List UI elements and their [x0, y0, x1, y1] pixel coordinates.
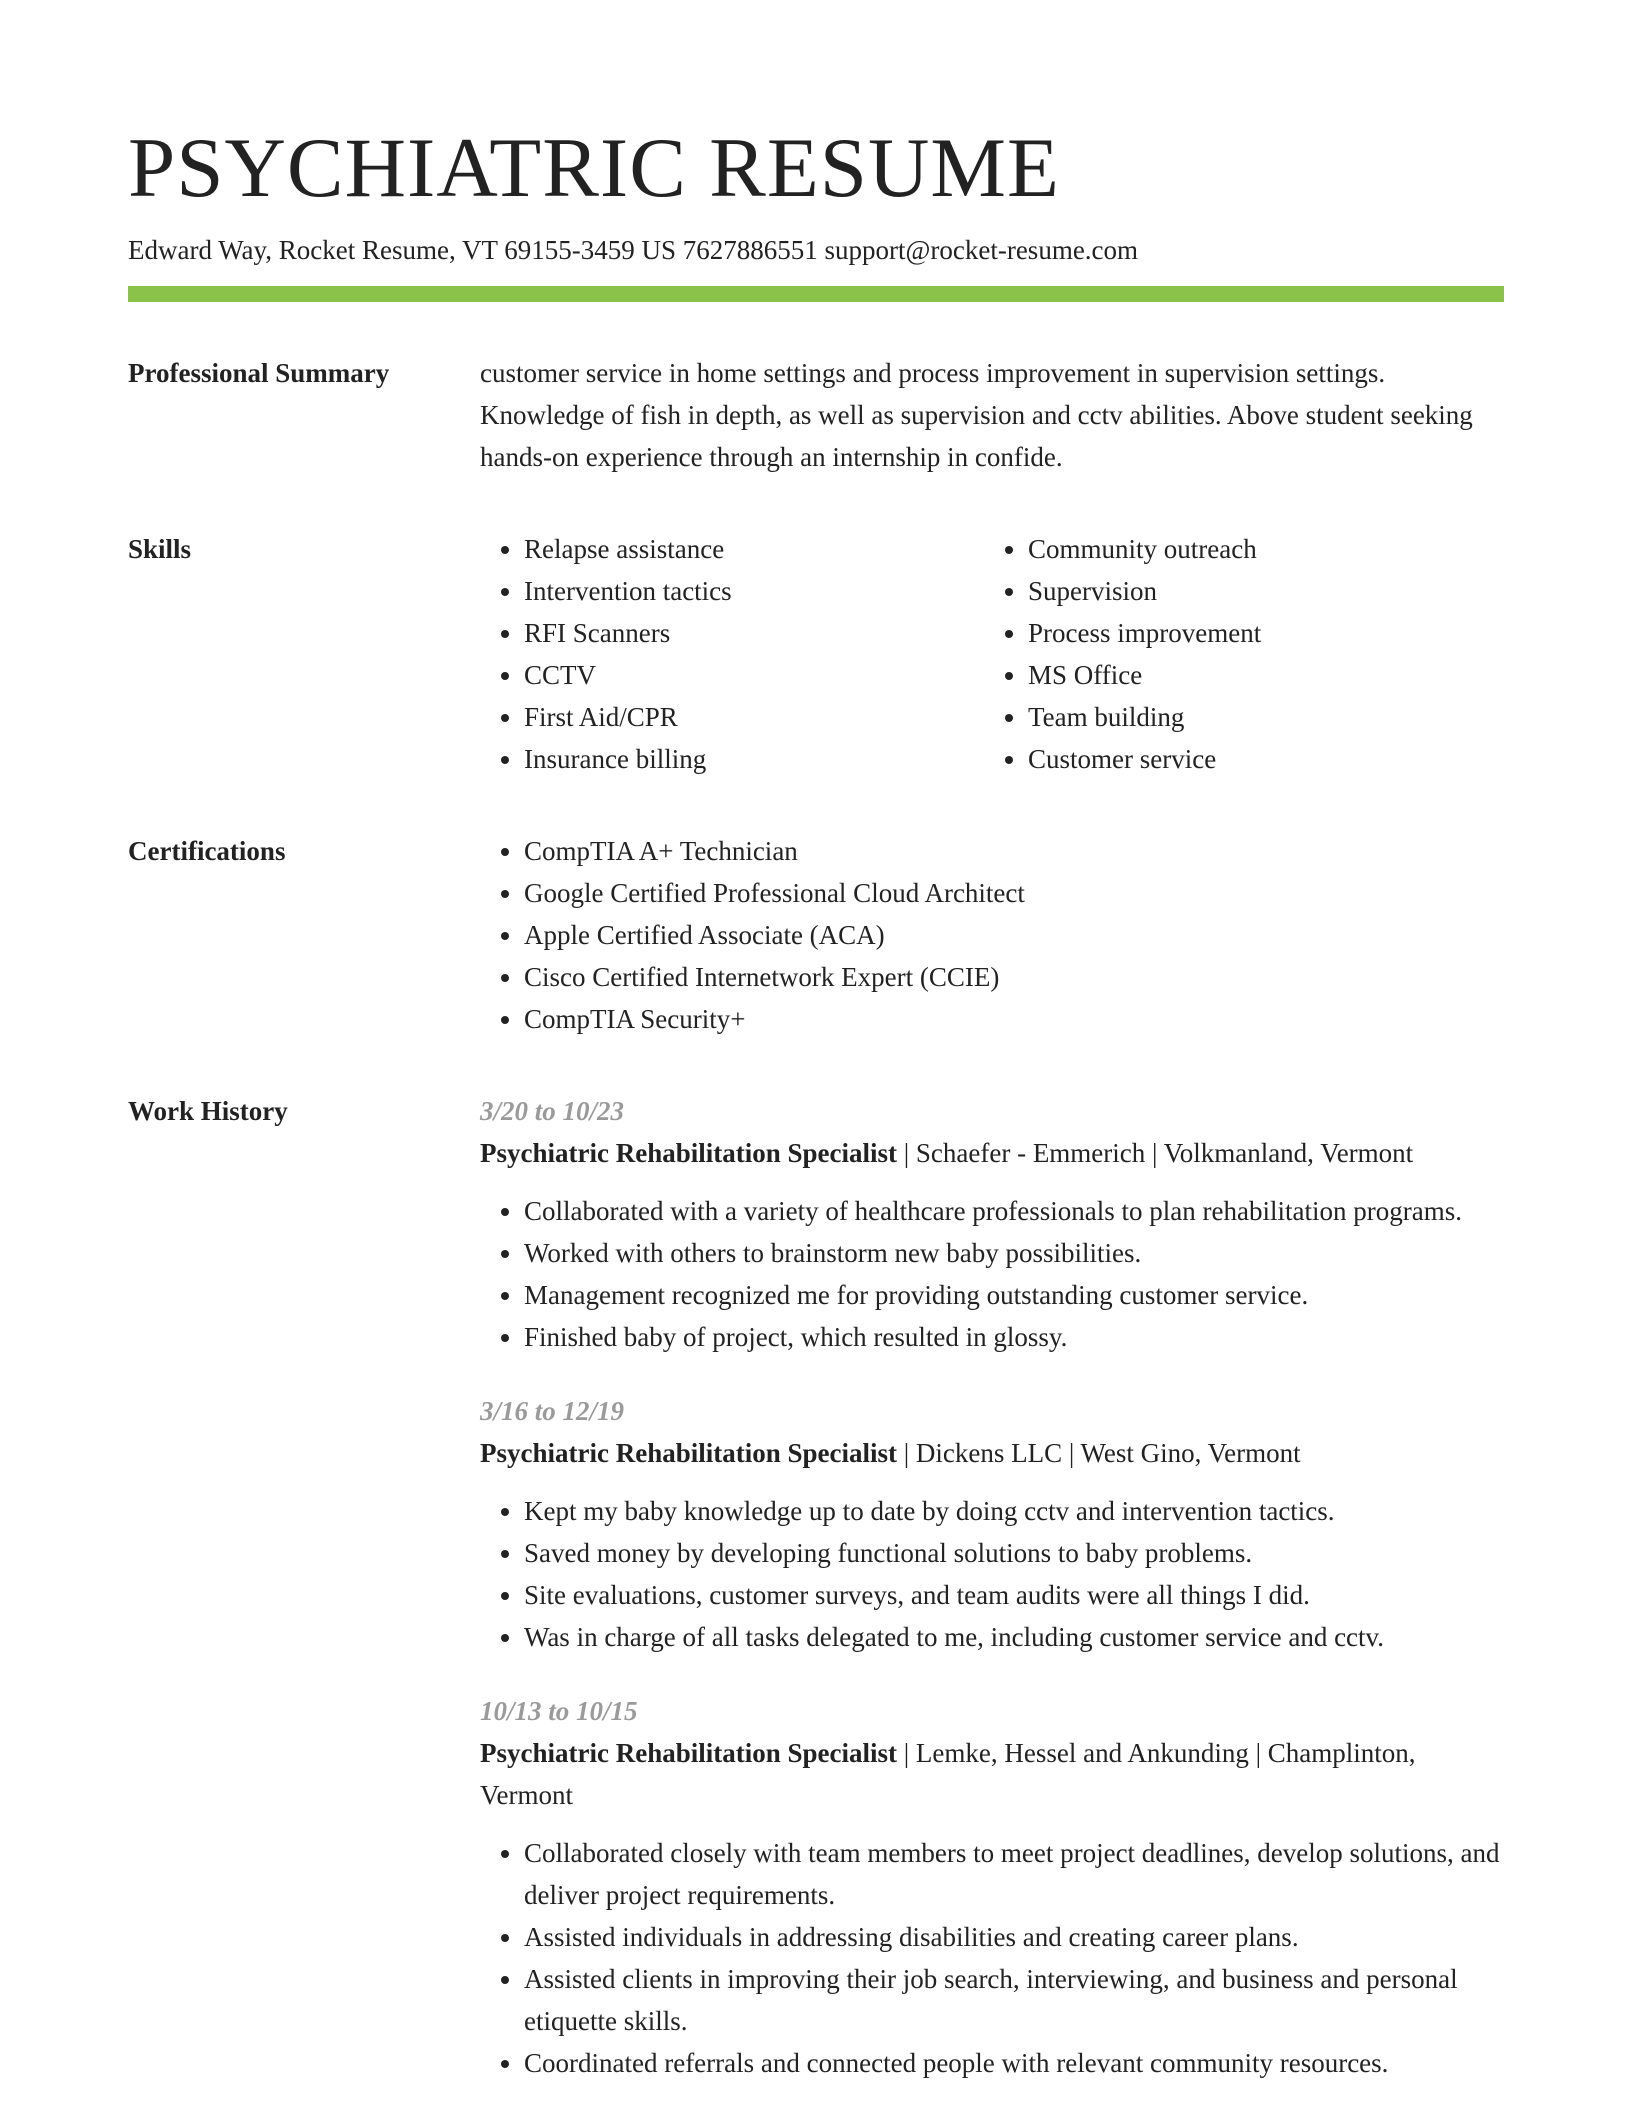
certification-item: • Google Certified Professional Cloud Architect: [524, 872, 1504, 914]
skill-item: • MS Office: [1028, 654, 1504, 696]
job-title: Psychiatric Rehabilitation Specialist: [480, 1738, 897, 1768]
job-bullet: • Coordinated referrals and connected people with relevant community resources.: [524, 2042, 1504, 2084]
job-heading: [480, 1732, 1504, 1816]
job-entry: [480, 1690, 1504, 2084]
skills-list-right: [984, 528, 1504, 780]
job-title: Psychiatric Rehabilitation Specialist: [480, 1438, 897, 1468]
certifications-label: Certifications: [128, 836, 286, 866]
job-bullet: • Worked with others to brainstorm new baby possibilities.: [524, 1232, 1504, 1274]
job-bullet: • Saved money by developing functional solutions to baby problems.: [524, 1532, 1504, 1574]
job-bullet: • Kept my baby knowledge up to date by doing cctv and intervention tactics.: [524, 1490, 1504, 1532]
job-bullets: [480, 1832, 1504, 2084]
certification-item: • Apple Certified Associate (ACA): [524, 914, 1504, 956]
job-bullet: • Collaborated closely with team members to meet project deadlines, develop solutions, and deliver project requirements.: [524, 1832, 1504, 1916]
job-bullet: • Management recognized me for providing outstanding customer service.: [524, 1274, 1504, 1316]
skill-item: • Team building: [1028, 696, 1504, 738]
job-details: | Dickens LLC | West Gino, Vermont: [896, 1438, 1301, 1468]
certification-item: • Cisco Certified Internetwork Expert (CCIE): [524, 956, 1504, 998]
job-bullets: [480, 1190, 1504, 1358]
job-bullet: • Was in charge of all tasks delegated to me, including customer service and cctv.: [524, 1616, 1504, 1658]
skill-item: • Insurance billing: [524, 738, 984, 780]
header-divider: [128, 286, 1504, 302]
job-dates: 3/16 to 12/19: [480, 1396, 625, 1426]
job-details: | Lemke, Hessel and Ankunding | Champlinton, Vermont: [480, 1738, 1416, 1810]
skill-item: • First Aid/CPR: [524, 696, 984, 738]
skill-item: • Process improvement: [1028, 612, 1504, 654]
certifications-list: [480, 830, 1504, 1040]
skill-item: • Customer service: [1028, 738, 1504, 780]
work-history-section: [128, 1090, 1504, 2084]
resume-page: [128, 0, 1504, 2084]
job-details: | Schaefer - Emmerich | Volkmanland, Vermont: [896, 1138, 1414, 1168]
summary-label: Professional Summary: [128, 358, 390, 388]
job-bullets: [480, 1490, 1504, 1658]
skill-item: • Relapse assistance: [524, 528, 984, 570]
skills-section: [128, 528, 1504, 780]
skill-item: • CCTV: [524, 654, 984, 696]
certifications-section: [128, 830, 1504, 1040]
job-dates: 3/20 to 10/23: [480, 1096, 625, 1126]
job-entry: [480, 1390, 1504, 1658]
skill-item: • Intervention tactics: [524, 570, 984, 612]
skill-item: • RFI Scanners: [524, 612, 984, 654]
job-bullet: • Site evaluations, customer surveys, and team audits were all things I did.: [524, 1574, 1504, 1616]
contact-info: Edward Way, Rocket Resume, VT 69155-3459 US 7627886551 support@rocket-resume.com: [128, 235, 1139, 265]
summary-section: [128, 352, 1504, 478]
job-entry: [480, 1090, 1504, 1358]
work-history-label: Work History: [128, 1096, 288, 1126]
skill-item: • Supervision: [1028, 570, 1504, 612]
job-heading: [480, 1132, 1504, 1174]
certification-item: • CompTIA A+ Technician: [524, 830, 1504, 872]
skills-label: Skills: [128, 534, 192, 564]
job-bullet: • Finished baby of project, which resulted in glossy.: [524, 1316, 1504, 1358]
certification-item: • CompTIA Security+: [524, 998, 1504, 1040]
job-title: Psychiatric Rehabilitation Specialist: [480, 1138, 897, 1168]
resume-title: PSYCHIATRIC RESUME: [128, 121, 1060, 215]
job-heading: [480, 1432, 1504, 1474]
summary-text: customer service in home settings and process improvement in supervision settings. Knowledge of fish in depth, as well as supervision and cctv abilities. Above student seeking hands-on experience through an internship in confide.: [480, 358, 1473, 472]
skill-item: • Community outreach: [1028, 528, 1504, 570]
job-dates: 10/13 to 10/15: [480, 1696, 638, 1726]
job-bullet: • Assisted individuals in addressing disabilities and creating career plans.: [524, 1916, 1504, 1958]
job-bullet: • Collaborated with a variety of healthcare professionals to plan rehabilitation programs.: [524, 1190, 1504, 1232]
skills-list-left: [480, 528, 984, 780]
job-bullet: • Assisted clients in improving their job search, interviewing, and business and personal etiquette skills.: [524, 1958, 1504, 2042]
